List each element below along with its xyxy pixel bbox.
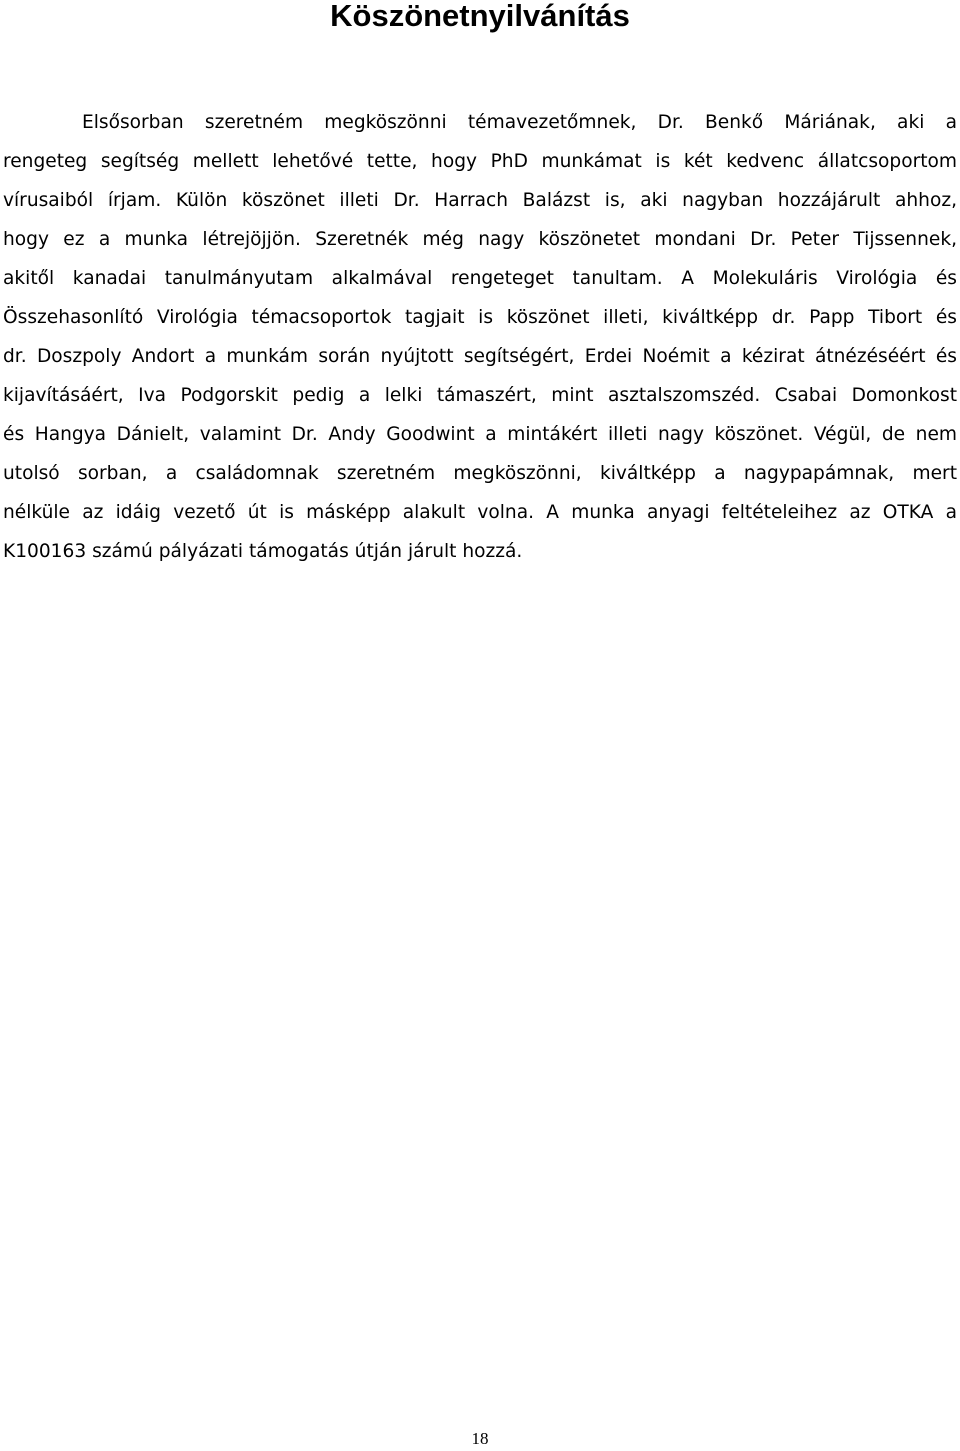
paragraph-line: vírusaiból írjam. Külön köszönet illeti Dr. Harrach Balázst is, aki nagyban hozzájárult ahhoz, — [3, 190, 957, 211]
paragraph-line: kijavításáért, Iva Podgorskit pedig a lelki támaszért, mint asztalszomszéd. Csabai Domonkost — [3, 385, 957, 406]
paragraph-line: dr. Doszpoly Andort a munkám során nyújtott segítségért, Erdei Noémit a kézirat átnézéséért és — [3, 346, 957, 367]
paragraph-line: rengeteg segítség mellett lehetővé tette, hogy PhD munkámat is két kedvenc állatcsoportom — [3, 151, 957, 172]
paragraph-line: K100163 számú pályázati támogatás útján járult hozzá. — [3, 541, 523, 562]
paragraph-line: Összehasonlító Virológia témacsoportok tagjait is köszönet illeti, kiváltképp dr. Papp Tibort és — [3, 307, 957, 328]
acknowledgement-paragraph — [3, 103, 957, 571]
page-title: Köszönetnyilvánítás — [330, 0, 630, 33]
paragraph-line: utolsó sorban, a családomnak szeretném megköszönni, kiváltképp a nagypapámnak, mert — [3, 463, 957, 484]
paragraph-line: nélküle az idáig vezető út is másképp alakult volna. A munka anyagi feltételeihez az OTKA a — [3, 502, 957, 523]
paragraph-line: akitől kanadai tanulmányutam alkalmával rengeteget tanultam. A Molekuláris Virológia és — [3, 268, 957, 289]
paragraph-line: Elsősorban szeretném megköszönni témavezetőmnek, Dr. Benkő Máriának, aki a — [82, 112, 957, 133]
paragraph-line: hogy ez a munka létrejöjjön. Szeretnék még nagy köszönetet mondani Dr. Peter Tijssennek, — [3, 229, 957, 250]
page-number: 18 — [471, 1429, 489, 1448]
paragraph-line: és Hangya Dánielt, valamint Dr. Andy Goodwint a mintákért illeti nagy köszönet. Végül, de nem — [3, 424, 957, 445]
